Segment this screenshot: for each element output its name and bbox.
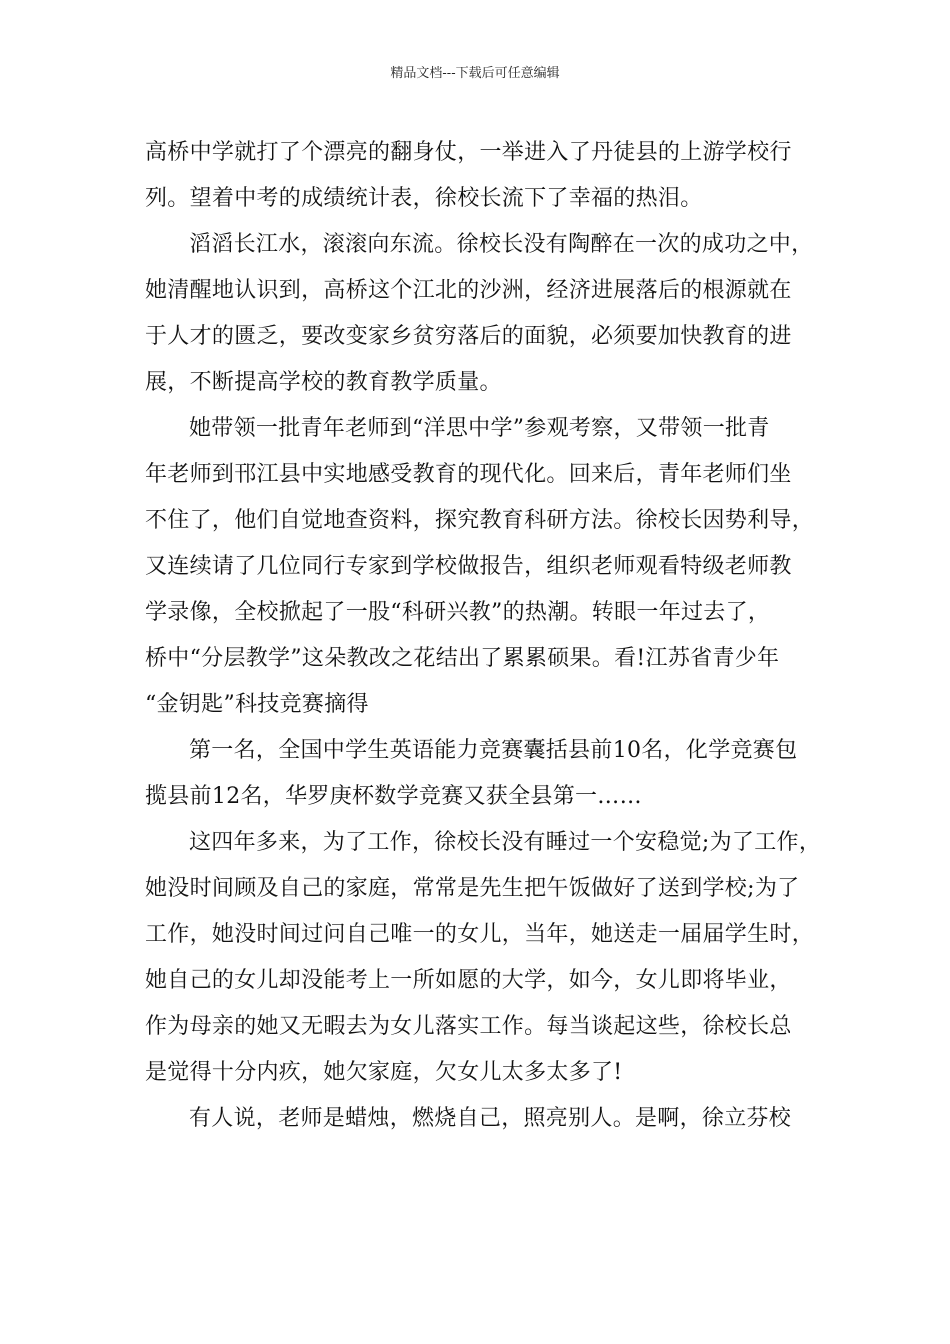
text-line: 这四年多来，为了工作，徐校长没有睡过一个安稳觉;为了工作， bbox=[189, 830, 822, 855]
text-line: 列。望着中考的成绩统计表，徐校长流下了幸福的热泪。 bbox=[145, 186, 703, 211]
text-line: 又连续请了几位同行专家到学校做报告，组织老师观看特级老师教 bbox=[145, 554, 792, 579]
document-body bbox=[145, 130, 835, 1142]
text-line: 她清醒地认识到，高桥这个江北的沙洲，经济进展落后的根源就在 bbox=[145, 278, 792, 303]
text-line: “金钥匙”科技竞赛摘得 bbox=[145, 692, 369, 717]
text-line: 展，不断提高学校的教育教学质量。 bbox=[145, 370, 502, 395]
text-line: 作为母亲的她又无暇去为女儿落实工作。每当谈起这些，徐校长总 bbox=[145, 1014, 792, 1039]
text-line: 高桥中学就打了个漂亮的翻身仗，一举进入了丹徒县的上游学校行 bbox=[145, 140, 792, 165]
text-line: 学录像，全校掀起了一股“科研兴教”的热潮。转眼一年过去了， bbox=[145, 600, 771, 625]
text-line: 她没时间顾及自己的家庭，常常是先生把午饭做好了送到学校;为了 bbox=[145, 876, 800, 901]
text-line: 不住了，他们自觉地查资料，探究教育科研方法。徐校长因势利导， bbox=[145, 508, 815, 533]
text-line: 她自己的女儿却没能考上一所如愿的大学，如今，女儿即将毕业， bbox=[145, 968, 792, 993]
text-line: 桥中“分层教学”这朵教改之花结出了累累硕果。看!江苏省青少年 bbox=[145, 646, 780, 671]
text-line: 她带领一批青年老师到“洋思中学”参观考察，又带领一批青 bbox=[189, 416, 770, 441]
text-line: 于人才的匮乏，要改变家乡贫穷落后的面貌，必须要加快教育的进 bbox=[145, 324, 792, 349]
text-line: 工作，她没时间过问自己唯一的女儿，当年，她送走一届届学生时， bbox=[145, 922, 815, 947]
text-line: 有人说，老师是蜡烛，燃烧自己，照亮别人。是啊，徐立芬校 bbox=[189, 1106, 792, 1131]
page-header: 精品文档---下载后可任意编辑 bbox=[390, 66, 560, 81]
text-line: 第一名，全国中学生英语能力竞赛囊括县前10名，化学竞赛包 bbox=[189, 738, 798, 763]
text-line: 揽县前12名，华罗庚杯数学竞赛又获全县第一…… bbox=[145, 784, 642, 809]
text-line: 是觉得十分内疚，她欠家庭，欠女儿太多太多了! bbox=[145, 1060, 623, 1085]
text-line: 年老师到邗江县中实地感受教育的现代化。回来后，青年老师们坐 bbox=[145, 462, 792, 487]
text-line: 滔滔长江水，滚滚向东流。徐校长没有陶醉在一次的成功之中， bbox=[189, 232, 814, 257]
